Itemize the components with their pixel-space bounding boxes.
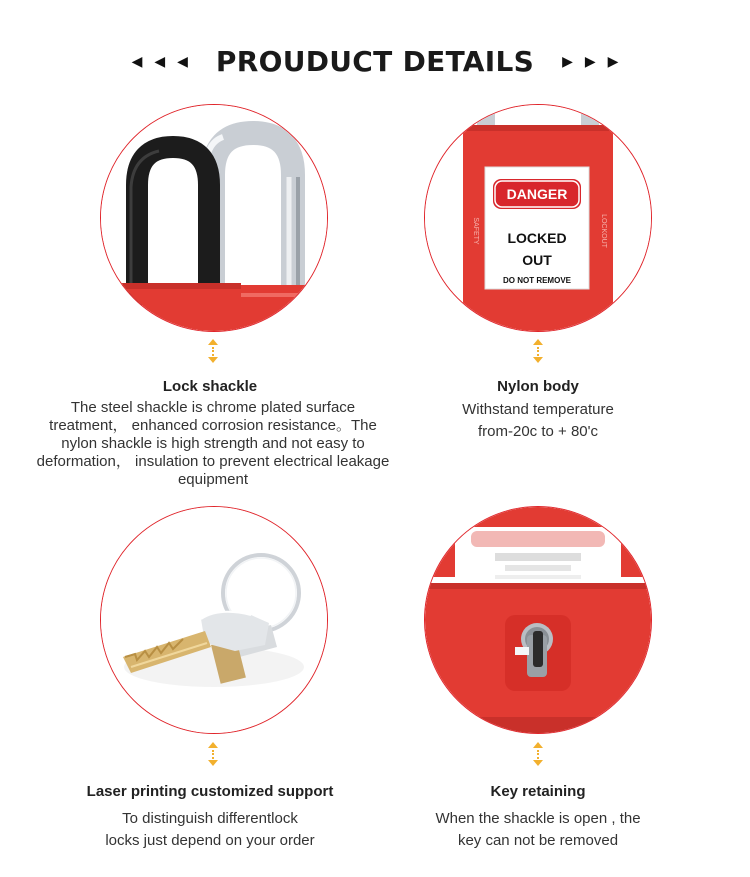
feature-title: Key retaining xyxy=(490,783,586,800)
feature-description xyxy=(60,808,360,852)
nylon-body-image xyxy=(424,104,652,332)
triple-right-arrow-icon: ▶ ▶ ▶ xyxy=(562,52,619,69)
description-line: deformation， insulation to prevent electrical leakage xyxy=(36,453,390,470)
description-line: When the shackle is open , the xyxy=(435,810,641,827)
feature-title: Nylon body xyxy=(497,378,579,395)
description-line: Withstand temperature xyxy=(462,401,614,418)
description-line: nylon shackle is high strength and not easy to xyxy=(61,435,365,452)
feature-title: Laser printing customized support xyxy=(86,783,334,800)
description-line: locks just depend on your order xyxy=(105,832,315,849)
do-not-remove-label: DO NOT REMOVE xyxy=(502,276,572,285)
divider-arrow-icon xyxy=(532,339,544,363)
page-title: PROUDUCT DETAILS xyxy=(215,44,535,78)
keys-image xyxy=(100,506,328,734)
feature-description xyxy=(388,399,688,443)
triple-left-arrow-icon: ◀ ◀ ◀ xyxy=(131,52,188,69)
feature-title: Lock shackle xyxy=(162,378,258,395)
page-header xyxy=(0,38,750,84)
feature-description xyxy=(18,399,408,489)
description-line: from-20c to + 80'c xyxy=(478,423,598,440)
out-label: OUT xyxy=(522,252,552,268)
divider-arrow-icon xyxy=(207,742,219,766)
side-left-label: SAFETY xyxy=(472,217,479,245)
description-line: To distinguish differentlock xyxy=(122,810,298,827)
lock-shackle-image xyxy=(100,104,328,332)
description-line: The steel shackle is chrome plated surface xyxy=(70,399,356,416)
divider-arrow-icon xyxy=(532,742,544,766)
description-line: key can not be removed xyxy=(457,832,619,849)
description-line: treatment， enhanced corrosion resistance。The xyxy=(49,417,377,434)
description-line: equipment xyxy=(177,471,249,488)
locked-label: LOCKED xyxy=(507,230,567,246)
feature-description xyxy=(388,808,688,852)
key-retaining-image xyxy=(424,506,652,734)
side-right-label: LOCKOUT xyxy=(600,214,607,248)
divider-arrow-icon xyxy=(207,339,219,363)
danger-label: DANGER xyxy=(506,186,568,202)
